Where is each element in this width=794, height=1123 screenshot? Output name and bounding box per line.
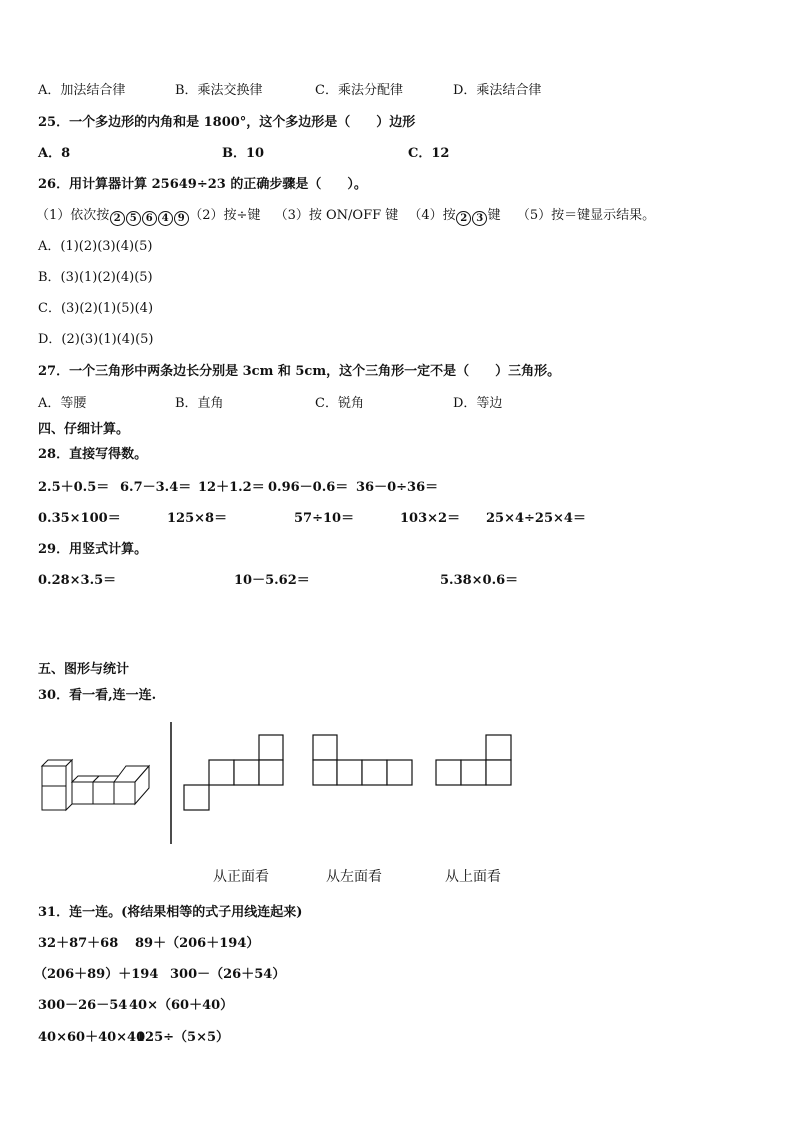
key-digit-6: 6	[142, 211, 157, 226]
q31-stem: 31．连一连。(将结果相等的式子用线连起来)	[38, 905, 303, 920]
q26-stem: 26．用计算器计算 25649÷23 的正确步骤是（ ）。	[38, 177, 367, 192]
q24-option-c: C．乘法分配律	[315, 83, 403, 98]
q29-item: 0.28×3.5＝	[38, 573, 117, 588]
q28-item: 36－0÷36＝	[356, 480, 439, 495]
q28-item: 25×4÷25×4＝	[486, 511, 586, 526]
q29-item: 10－5.62＝	[234, 573, 310, 588]
cube-solid-figure	[40, 758, 155, 813]
q31-right-expr: 89＋（206＋194）	[135, 936, 260, 951]
q27-option-b: B．直角	[175, 396, 224, 411]
q28-item: 2.5＋0.5＝	[38, 480, 110, 495]
section4-title: 四、仔细计算。	[38, 422, 130, 437]
q28-item: 57÷10＝	[294, 511, 355, 526]
key-digit-2b: 2	[456, 211, 471, 226]
q31-left-expr: 300－26－54	[38, 998, 128, 1013]
section5-title: 五、图形与统计	[38, 662, 130, 677]
caption-top-view: 从上面看	[445, 869, 501, 885]
q31-right-expr: 125÷（5×5）	[136, 1030, 230, 1045]
q28-item: 12＋1.2＝	[198, 480, 265, 495]
q31-right-expr: 40×（60＋40）	[129, 998, 234, 1013]
q28-item: 0.35×100＝	[38, 511, 121, 526]
q26-option-a: A．(1)(2)(3)(4)(5)	[38, 239, 153, 254]
q27-stem: 27．一个三角形中两条边长分别是 3cm 和 5cm，这个三角形一定不是（ ）三角形。	[38, 364, 561, 379]
q28-item: 0.96－0.6＝	[268, 480, 349, 495]
q29-item: 5.38×0.6＝	[440, 573, 519, 588]
key-digit-2: 2	[110, 211, 125, 226]
key-digit-9: 9	[174, 211, 189, 226]
key-digit-3: 3	[472, 211, 487, 226]
view-figure-3	[435, 734, 515, 788]
q26-steps	[36, 208, 655, 226]
q25-option-c: C．12	[408, 146, 450, 161]
q26-option-b: B．(3)(1)(2)(4)(5)	[38, 270, 153, 285]
q24-option-a: A．加法结合律	[38, 83, 126, 98]
q29-stem: 29．用竖式计算。	[38, 542, 148, 557]
key-digit-5: 5	[126, 211, 141, 226]
q27-option-d: D．等边	[453, 396, 503, 411]
q24-option-d: D．乘法结合律	[453, 83, 542, 98]
q28-item: 103×2＝	[400, 511, 461, 526]
q30-stem: 30．看一看,连一连.	[38, 688, 157, 703]
q26-step3: （3）按 ON/OFF 键	[274, 208, 399, 223]
q27-option-a: A．等腰	[38, 396, 87, 411]
q26-option-d: D．(2)(3)(1)(4)(5)	[38, 332, 154, 347]
q26-step4-prefix: （4）按	[408, 208, 456, 223]
q26-step5: （5）按＝键显示结果。	[516, 208, 656, 223]
caption-front-view: 从正面看	[213, 869, 269, 885]
q28-item: 125×8＝	[167, 511, 228, 526]
vertical-divider	[168, 722, 174, 844]
q31-left-expr: 40×60＋40×40	[38, 1030, 146, 1045]
q25-option-b: B．10	[222, 146, 265, 161]
q25-stem: 25．一个多边形的内角和是 1800°，这个多边形是（ ）边形	[38, 115, 416, 130]
q24-option-b: B．乘法交换律	[175, 83, 263, 98]
q28-item: 6.7－3.4＝	[120, 480, 192, 495]
caption-left-view: 从左面看	[326, 869, 382, 885]
q26-step1-prefix: （1）依次按	[36, 208, 110, 223]
view-figure-1	[183, 734, 285, 812]
q26-option-c: C．(3)(2)(1)(5)(4)	[38, 301, 154, 316]
q28-stem: 28．直接写得数。	[38, 447, 148, 462]
q31-left-expr: 32＋87＋68	[38, 936, 119, 951]
q26-step4-suffix: 键	[487, 208, 501, 223]
key-digit-4: 4	[158, 211, 173, 226]
q27-option-c: C．锐角	[315, 396, 364, 411]
q31-right-expr: 300－（26＋54）	[170, 967, 286, 982]
q25-option-a: A．8	[38, 146, 71, 161]
q26-step2: （2）按÷键	[189, 208, 261, 223]
view-figure-2	[312, 734, 414, 788]
q31-left-expr: （206＋89）＋194	[34, 967, 159, 982]
